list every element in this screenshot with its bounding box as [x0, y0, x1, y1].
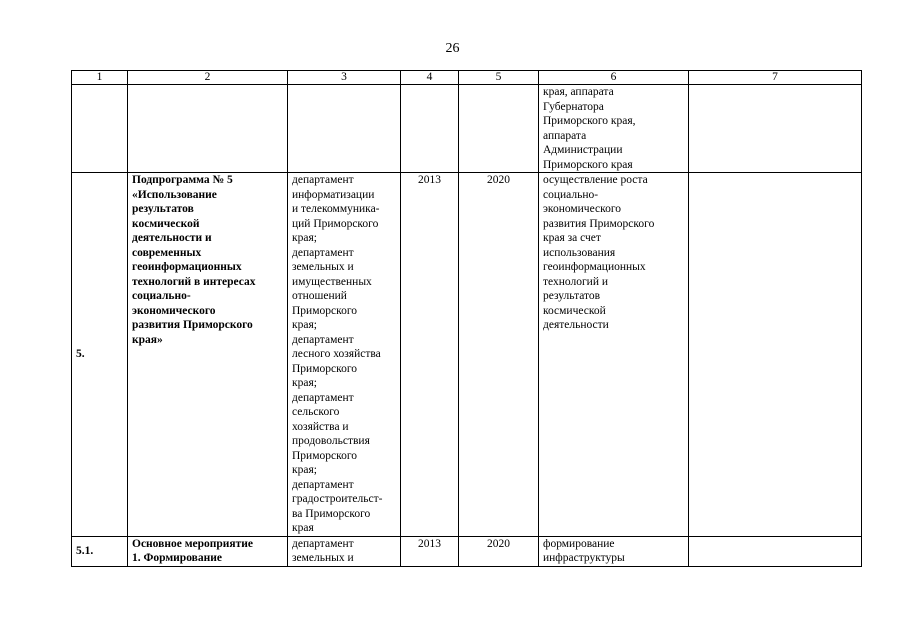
- cell-result: [539, 85, 689, 173]
- cell-result: [539, 536, 689, 566]
- text-line: департамент: [292, 537, 354, 550]
- text-line: края, аппарата: [543, 86, 614, 98]
- text-line: ций Приморского: [292, 217, 379, 230]
- text-line: Основное мероприятие: [132, 537, 254, 550]
- header-cell: 2: [128, 71, 288, 85]
- row-number: 5.1.: [72, 536, 128, 566]
- cell-name: [128, 85, 288, 173]
- text-line: развития Приморского: [132, 319, 253, 331]
- text-line: Губернатора: [543, 100, 604, 113]
- cell-executor: [288, 85, 401, 173]
- text-line: технологий в интересах: [132, 275, 256, 288]
- cell-notes: [689, 85, 862, 173]
- row-number: 5.: [72, 173, 128, 537]
- text-line: края;: [292, 319, 317, 331]
- text-line: края: [292, 522, 314, 534]
- text-line: формирование: [543, 537, 615, 550]
- table-row-continued: [72, 85, 862, 173]
- cell-end-year: [459, 85, 539, 173]
- text-line: информатизации: [292, 188, 375, 201]
- measures-table: [71, 70, 862, 567]
- text-line: экономического: [132, 304, 216, 317]
- text-line: деятельности и: [132, 232, 212, 244]
- subprogram-title: [128, 173, 288, 537]
- cell-start-year: 2013: [401, 173, 459, 537]
- cell-notes: [689, 173, 862, 537]
- cell-end-year: 2020: [459, 536, 539, 566]
- text-line: края за счет: [543, 232, 601, 244]
- text-line: департамент: [292, 174, 354, 186]
- table-row-5-1: [72, 536, 862, 566]
- header-cell: 7: [689, 71, 862, 85]
- cell-end-year: 2020: [459, 173, 539, 537]
- text-line: результатов: [543, 290, 601, 302]
- text-line: Приморского: [292, 304, 358, 317]
- text-line: Приморского: [292, 449, 358, 462]
- text-line: деятельности: [543, 319, 609, 331]
- text-line: геоинформационных: [132, 261, 242, 273]
- text-line: хозяйства и: [292, 420, 349, 433]
- text-line: департамент: [292, 246, 354, 259]
- text-line: космической: [132, 217, 200, 230]
- text-line: экономического: [543, 203, 622, 215]
- text-line: земельных и: [292, 552, 354, 564]
- text-line: осуществление роста: [543, 174, 648, 186]
- text-line: Приморского: [292, 362, 358, 375]
- text-line: градостроительст-: [292, 493, 383, 505]
- text-line: края»: [132, 333, 163, 346]
- text-line: результатов: [132, 203, 194, 215]
- text-line: технологий и: [543, 275, 609, 288]
- text-line: департамент: [292, 478, 354, 491]
- header-cell: 3: [288, 71, 401, 85]
- header-row: [72, 71, 862, 85]
- text-line: ва Приморского: [292, 507, 371, 520]
- cell-notes: [689, 536, 862, 566]
- header-cell: 6: [539, 71, 689, 85]
- text-line: Приморского края,: [543, 115, 636, 127]
- text-line: департамент: [292, 391, 354, 404]
- table-row-5: [72, 173, 862, 537]
- text-line: департамент: [292, 333, 354, 346]
- text-line: космической: [543, 304, 606, 317]
- text-line: земельных и: [292, 261, 354, 273]
- text-line: продовольствия: [292, 435, 370, 447]
- text-line: аппарата: [543, 129, 587, 142]
- text-line: Администрации: [543, 144, 623, 156]
- text-line: Приморского края: [543, 158, 633, 171]
- cell-executor: [288, 536, 401, 566]
- header-cell: 4: [401, 71, 459, 85]
- text-line: развития Приморского: [543, 217, 655, 230]
- text-line: края;: [292, 232, 317, 244]
- cell-num: [72, 85, 128, 173]
- text-line: 1. Формирование: [132, 552, 222, 564]
- text-line: лесного хозяйства: [292, 348, 381, 360]
- text-line: имущественных: [292, 275, 372, 288]
- text-line: «Использование: [132, 188, 217, 201]
- text-line: инфраструктуры: [543, 552, 625, 564]
- text-line: социально-: [543, 188, 599, 201]
- page-number: 26: [445, 41, 460, 56]
- text-line: Подпрограмма № 5: [132, 174, 233, 186]
- cell-executor: [288, 173, 401, 537]
- cell-result: [539, 173, 689, 537]
- text-line: использования: [543, 246, 616, 259]
- text-line: социально-: [132, 290, 191, 302]
- text-line: сельского: [292, 406, 340, 418]
- text-line: современных: [132, 246, 202, 259]
- measure-title: [128, 536, 288, 566]
- cell-start-year: [401, 85, 459, 173]
- text-line: отношений: [292, 290, 347, 302]
- cell-start-year: 2013: [401, 536, 459, 566]
- text-line: и телекоммуника-: [292, 203, 380, 215]
- text-line: края;: [292, 464, 317, 476]
- header-cell: 5: [459, 71, 539, 85]
- text-line: геоинформационных: [543, 261, 646, 273]
- text-line: края;: [292, 377, 317, 389]
- header-cell: 1: [72, 71, 128, 85]
